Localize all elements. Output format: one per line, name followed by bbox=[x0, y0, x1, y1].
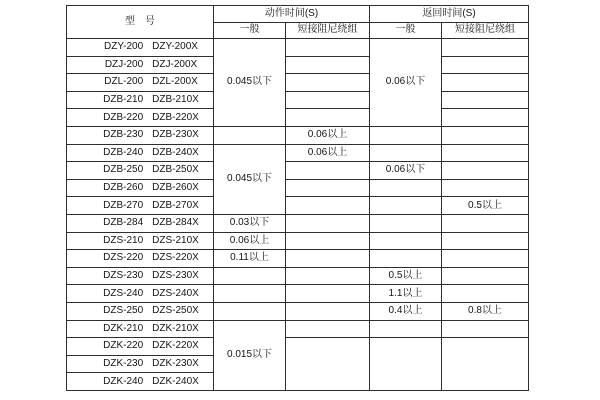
return-damping-cell bbox=[442, 56, 529, 74]
action-damping-cell bbox=[286, 302, 370, 320]
model-cell bbox=[67, 373, 214, 391]
model-cell bbox=[67, 39, 214, 57]
return-damping-cell bbox=[442, 320, 529, 338]
model-name: DZK-240 bbox=[103, 375, 144, 387]
model-name: DZK-230 bbox=[103, 357, 144, 369]
model-name: DZL-200 bbox=[104, 76, 144, 88]
model-cell bbox=[67, 285, 214, 303]
model-name-x: DZY-200X bbox=[152, 41, 198, 53]
action-damping-cell bbox=[286, 285, 370, 303]
return-general-cell: 1.1以上 bbox=[370, 285, 442, 303]
return-damping-cell: 0.5以上 bbox=[442, 197, 529, 215]
col-header-action-general: 一般 bbox=[214, 22, 286, 39]
action-damping-cell bbox=[286, 197, 370, 215]
model-name: DZB-270 bbox=[103, 199, 144, 211]
return-damping-cell bbox=[442, 267, 529, 285]
return-general-cell bbox=[370, 338, 442, 391]
table-row bbox=[67, 285, 529, 303]
model-name: DZS-210 bbox=[103, 234, 144, 246]
model-cell bbox=[67, 267, 214, 285]
model-name: DZS-250 bbox=[103, 305, 144, 317]
model-name-x: DZK-230X bbox=[152, 357, 199, 369]
col-header-return-time: 返回时间(S) bbox=[370, 6, 529, 23]
table-row bbox=[67, 39, 529, 57]
action-damping-cell bbox=[286, 74, 370, 92]
action-damping-cell bbox=[286, 39, 370, 57]
return-general-cell bbox=[370, 179, 442, 197]
model-name-x: DZB-270X bbox=[152, 199, 199, 211]
action-damping-cell: 0.06以上 bbox=[286, 126, 370, 144]
model-name: DZS-230 bbox=[103, 270, 144, 282]
return-general-cell bbox=[370, 214, 442, 232]
model-name-x: DZK-220X bbox=[152, 340, 199, 352]
header-row-1 bbox=[67, 6, 529, 23]
return-damping-cell bbox=[442, 144, 529, 162]
table-row bbox=[67, 179, 529, 197]
model-name-x: DZS-210X bbox=[152, 234, 199, 246]
model-name: DZB-220 bbox=[103, 111, 144, 123]
action-damping-cell bbox=[286, 162, 370, 180]
action-general-cell bbox=[214, 267, 286, 285]
col-header-action-time: 动作时间(S) bbox=[214, 6, 370, 23]
model-name-x: DZB-284X bbox=[152, 217, 199, 229]
model-cell bbox=[67, 56, 214, 74]
model-cell bbox=[67, 162, 214, 180]
action-damping-cell: 0.06以上 bbox=[286, 144, 370, 162]
return-damping-cell bbox=[442, 91, 529, 109]
table-row bbox=[67, 197, 529, 215]
action-damping-cell bbox=[286, 56, 370, 74]
model-name-x: DZB-230X bbox=[152, 129, 199, 141]
model-name: DZS-220 bbox=[103, 252, 144, 264]
table-row bbox=[67, 250, 529, 268]
action-general-cell bbox=[214, 285, 286, 303]
return-general-cell bbox=[370, 144, 442, 162]
model-name: DZB-210 bbox=[103, 94, 144, 106]
model-name-x: DZK-240X bbox=[152, 375, 199, 387]
action-damping-cell bbox=[286, 250, 370, 268]
model-name: DZJ-200 bbox=[104, 58, 144, 70]
action-general-cell: 0.045以下 bbox=[214, 39, 286, 127]
model-cell bbox=[67, 232, 214, 250]
model-name-x: DZJ-200X bbox=[152, 58, 198, 70]
model-name: DZB-240 bbox=[103, 146, 144, 158]
action-general-cell bbox=[214, 126, 286, 144]
model-name: DZB-250 bbox=[103, 164, 144, 176]
action-damping-cell bbox=[286, 232, 370, 250]
return-damping-cell bbox=[442, 109, 529, 127]
model-name-x: DZS-250X bbox=[152, 305, 199, 317]
col-header-return-damping: 短接阻尼绕组 bbox=[442, 22, 529, 39]
action-general-cell: 0.11以上 bbox=[214, 250, 286, 268]
model-cell bbox=[67, 355, 214, 373]
model-name: DZY-200 bbox=[104, 41, 144, 53]
return-damping-cell bbox=[442, 338, 529, 391]
model-cell bbox=[67, 144, 214, 162]
table-row bbox=[67, 56, 529, 74]
model-cell bbox=[67, 74, 214, 92]
action-general-cell: 0.03以下 bbox=[214, 214, 286, 232]
model-cell bbox=[67, 250, 214, 268]
return-general-cell bbox=[370, 250, 442, 268]
table-row bbox=[67, 320, 529, 338]
model-name-x: DZL-200X bbox=[152, 76, 198, 88]
return-general-cell: 0.06以下 bbox=[370, 39, 442, 127]
action-damping-cell bbox=[286, 320, 370, 338]
model-cell bbox=[67, 320, 214, 338]
action-damping-cell bbox=[286, 179, 370, 197]
return-general-cell bbox=[370, 197, 442, 215]
model-cell bbox=[67, 179, 214, 197]
return-damping-cell bbox=[442, 74, 529, 92]
model-name: DZK-210 bbox=[103, 322, 144, 334]
action-damping-cell bbox=[286, 214, 370, 232]
model-name: DZK-220 bbox=[103, 340, 144, 352]
model-name: DZB-260 bbox=[103, 182, 144, 194]
table-row bbox=[67, 162, 529, 180]
table-row bbox=[67, 232, 529, 250]
model-name: DZB-230 bbox=[103, 129, 144, 141]
model-name-x: DZB-250X bbox=[152, 164, 199, 176]
col-header-action-damping: 短接阻尼绕组 bbox=[286, 22, 370, 39]
table-row bbox=[67, 267, 529, 285]
table-row bbox=[67, 126, 529, 144]
model-name: DZB-284 bbox=[103, 217, 144, 229]
return-damping-cell bbox=[442, 214, 529, 232]
spec-table bbox=[66, 5, 529, 391]
action-general-cell: 0.06以上 bbox=[214, 232, 286, 250]
action-general-cell: 0.045以下 bbox=[214, 144, 286, 214]
return-damping-cell bbox=[442, 285, 529, 303]
model-name-x: DZK-210X bbox=[152, 322, 199, 334]
return-damping-cell bbox=[442, 126, 529, 144]
return-damping-cell bbox=[442, 39, 529, 57]
model-name-x: DZB-220X bbox=[152, 111, 199, 123]
return-general-cell bbox=[370, 232, 442, 250]
model-cell bbox=[67, 214, 214, 232]
table-row bbox=[67, 109, 529, 127]
model-cell bbox=[67, 109, 214, 127]
table-row bbox=[67, 74, 529, 92]
model-cell bbox=[67, 338, 214, 356]
model-cell bbox=[67, 126, 214, 144]
model-name-x: DZS-220X bbox=[152, 252, 199, 264]
action-damping-cell bbox=[286, 109, 370, 127]
table-row bbox=[67, 338, 529, 356]
model-name-x: DZB-210X bbox=[152, 94, 199, 106]
return-damping-cell bbox=[442, 162, 529, 180]
col-header-model: 型 号 bbox=[67, 6, 214, 39]
return-general-cell bbox=[370, 320, 442, 338]
return-general-cell: 0.4以上 bbox=[370, 302, 442, 320]
table-row bbox=[67, 302, 529, 320]
model-cell bbox=[67, 302, 214, 320]
table-row bbox=[67, 91, 529, 109]
action-damping-cell bbox=[286, 338, 370, 391]
model-name-x: DZS-240X bbox=[152, 287, 199, 299]
return-damping-cell bbox=[442, 232, 529, 250]
model-name: DZS-240 bbox=[103, 287, 144, 299]
return-general-cell: 0.06以下 bbox=[370, 162, 442, 180]
model-cell bbox=[67, 197, 214, 215]
model-cell bbox=[67, 91, 214, 109]
model-name-x: DZS-230X bbox=[152, 270, 199, 282]
model-name-x: DZB-240X bbox=[152, 146, 199, 158]
model-name-x: DZB-260X bbox=[152, 182, 199, 194]
return-damping-cell bbox=[442, 250, 529, 268]
return-general-cell bbox=[370, 126, 442, 144]
action-general-cell: 0.015以下 bbox=[214, 320, 286, 390]
table-row bbox=[67, 144, 529, 162]
return-damping-cell: 0.8以上 bbox=[442, 302, 529, 320]
col-header-return-general: 一般 bbox=[370, 22, 442, 39]
return-damping-cell bbox=[442, 179, 529, 197]
action-damping-cell bbox=[286, 267, 370, 285]
action-general-cell bbox=[214, 302, 286, 320]
return-general-cell: 0.5以上 bbox=[370, 267, 442, 285]
table-row bbox=[67, 214, 529, 232]
action-damping-cell bbox=[286, 91, 370, 109]
